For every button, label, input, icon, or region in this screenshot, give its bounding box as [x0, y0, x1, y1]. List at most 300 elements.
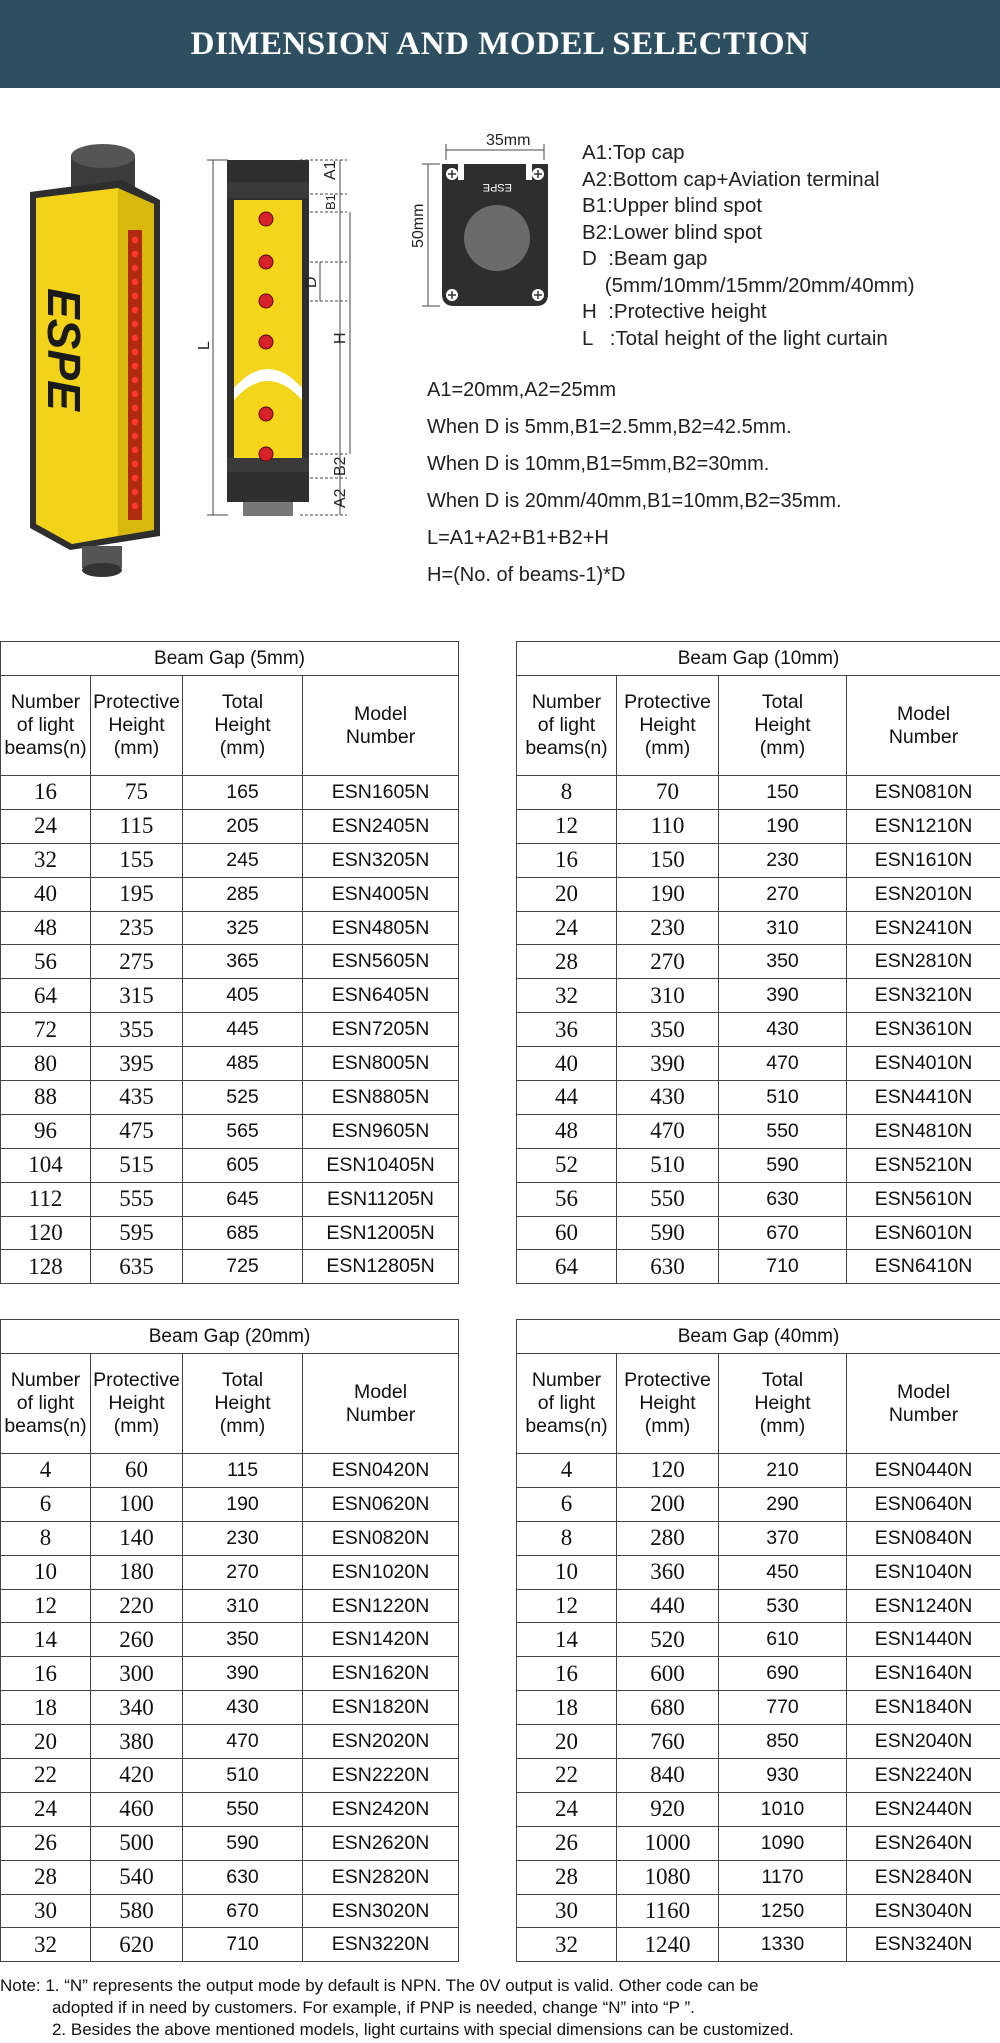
legend-item: L :Total height of the light curtain	[582, 326, 888, 350]
cell-beams: 80	[1, 1047, 91, 1081]
cell-model-number: ESN10405N	[303, 1148, 459, 1182]
brand-logo: ESPE	[38, 288, 90, 411]
cell-beams: 10	[517, 1555, 617, 1589]
table-row	[517, 1250, 1000, 1284]
cap-brand: ESPE	[482, 181, 512, 193]
column-header-beams	[517, 676, 617, 776]
cell-total-height: 1170	[719, 1860, 847, 1894]
cell-total-height: 190	[183, 1487, 303, 1521]
table-row	[517, 776, 1000, 810]
cell-total-height: 430	[719, 1013, 847, 1047]
cell-total-height: 605	[183, 1148, 303, 1182]
cell-total-height: 115	[183, 1454, 303, 1488]
side-drawing	[196, 160, 350, 516]
cell-total-height: 590	[719, 1148, 847, 1182]
cell-total-height: 290	[719, 1487, 847, 1521]
table-row	[517, 1454, 1000, 1488]
cell-beams: 28	[517, 1860, 617, 1894]
table-row	[517, 1589, 1000, 1623]
cell-model-number: ESN3205N	[303, 843, 459, 877]
cell-protective-height: 600	[617, 1657, 719, 1691]
cell-model-number: ESN2010N	[847, 877, 1000, 911]
table-row	[1, 776, 459, 810]
cell-total-height: 150	[719, 776, 847, 810]
cell-model-number: ESN2420N	[303, 1792, 459, 1826]
product-render	[30, 144, 160, 577]
column-header-line: Total	[221, 691, 264, 713]
cell-protective-height: 430	[617, 1081, 719, 1115]
cell-beams: 16	[1, 1657, 91, 1691]
dim-label-B2: B2	[332, 456, 349, 476]
cell-model-number: ESN4005N	[303, 877, 459, 911]
cell-protective-height: 260	[91, 1623, 183, 1657]
column-header-line: (mm)	[759, 1415, 806, 1437]
cell-protective-height: 580	[91, 1894, 183, 1928]
table-row	[517, 809, 1000, 843]
cell-model-number: ESN4810N	[847, 1114, 1000, 1148]
cell-protective-height: 270	[617, 945, 719, 979]
cell-total-height: 370	[719, 1521, 847, 1555]
cell-model-number: ESN1420N	[303, 1623, 459, 1657]
cell-beams: 6	[517, 1487, 617, 1521]
column-header-total	[719, 676, 847, 776]
legend-item: A1:Top cap	[582, 141, 685, 164]
table-row	[517, 1826, 1000, 1860]
cell-beams: 32	[517, 979, 617, 1013]
table-row	[517, 1928, 1000, 1962]
cell-beams: 24	[1, 809, 91, 843]
cell-model-number: ESN5605N	[303, 945, 459, 979]
cell-protective-height: 360	[617, 1555, 719, 1589]
table-row	[517, 877, 1000, 911]
column-header-line: of light	[16, 714, 75, 736]
cell-total-height: 710	[719, 1250, 847, 1284]
cell-model-number: ESN12805N	[303, 1250, 459, 1284]
cell-total-height: 445	[183, 1013, 303, 1047]
cell-protective-height: 420	[91, 1759, 183, 1793]
cell-beams: 28	[1, 1860, 91, 1894]
cell-total-height: 390	[719, 979, 847, 1013]
table-row	[517, 1081, 1000, 1115]
table-row	[1, 1623, 459, 1657]
table-row	[1, 1589, 459, 1623]
cell-total-height: 1250	[719, 1894, 847, 1928]
cell-total-height: 1010	[719, 1792, 847, 1826]
cell-model-number: ESN1610N	[847, 843, 1000, 877]
legend-item: H :Protective height	[582, 300, 767, 323]
column-header-line: beams(n)	[525, 1415, 608, 1437]
column-header-line: (mm)	[219, 1415, 266, 1437]
cell-beams: 24	[1, 1792, 91, 1826]
table-row	[517, 1182, 1000, 1216]
cell-protective-height: 475	[91, 1114, 183, 1148]
cell-beams: 24	[517, 911, 617, 945]
cell-model-number: ESN2240N	[847, 1759, 1000, 1793]
column-header-model	[847, 1354, 1000, 1454]
column-header-line: beams(n)	[4, 1415, 87, 1437]
cell-beams: 28	[517, 945, 617, 979]
column-header-line: Height	[639, 1392, 696, 1414]
cell-total-height: 690	[719, 1657, 847, 1691]
cell-beams: 14	[517, 1623, 617, 1657]
cell-model-number: ESN2220N	[303, 1759, 459, 1793]
cell-beams: 22	[517, 1759, 617, 1793]
table-row	[517, 1047, 1000, 1081]
note-line: Note: 1. “N” represents the output mode by default is NPN. The 0V output is valid. Other code can be	[0, 1976, 759, 1995]
spec-table	[0, 1319, 459, 1962]
cell-protective-height: 100	[91, 1487, 183, 1521]
cell-protective-height: 470	[617, 1114, 719, 1148]
cell-total-height: 1330	[719, 1928, 847, 1962]
cell-beams: 16	[517, 1657, 617, 1691]
table-row	[517, 1521, 1000, 1555]
cell-protective-height: 155	[91, 843, 183, 877]
cell-protective-height: 595	[91, 1216, 183, 1250]
cell-model-number: ESN2840N	[847, 1860, 1000, 1894]
table-row	[517, 1725, 1000, 1759]
cell-protective-height: 70	[617, 776, 719, 810]
cell-beams: 32	[1, 1928, 91, 1962]
table-row	[1, 1521, 459, 1555]
table-row	[1, 1250, 459, 1284]
table-row	[1, 1691, 459, 1725]
cell-protective-height: 340	[91, 1691, 183, 1725]
cell-beams: 96	[1, 1114, 91, 1148]
cell-protective-height: 620	[91, 1928, 183, 1962]
cell-model-number: ESN3020N	[303, 1894, 459, 1928]
column-header-line: (mm)	[113, 737, 160, 759]
cell-beams: 18	[517, 1691, 617, 1725]
column-header-line: Model	[353, 702, 408, 725]
table-row	[517, 1013, 1000, 1047]
formula-line: A1=20mm,A2=25mm	[427, 379, 616, 401]
spec-table	[516, 1319, 1000, 1962]
table-row	[517, 979, 1000, 1013]
cell-total-height: 610	[719, 1623, 847, 1657]
column-header-line: beams(n)	[4, 737, 87, 759]
cell-total-height: 230	[719, 843, 847, 877]
cell-protective-height: 310	[617, 979, 719, 1013]
cell-protective-height: 550	[617, 1182, 719, 1216]
table-row	[517, 1691, 1000, 1725]
cell-model-number: ESN1240N	[847, 1589, 1000, 1623]
cell-model-number: ESN4010N	[847, 1047, 1000, 1081]
cell-protective-height: 590	[617, 1216, 719, 1250]
table-title: Beam Gap (40mm)	[517, 1320, 1000, 1354]
note-line: 2. Besides the above mentioned models, light curtains with special dimensions can be customized.	[0, 2020, 794, 2039]
cell-beams: 24	[517, 1792, 617, 1826]
cell-model-number: ESN3040N	[847, 1894, 1000, 1928]
legend-item: D :Beam gap	[582, 247, 708, 270]
table-row	[1, 1725, 459, 1759]
table-row	[1, 1047, 459, 1081]
cell-model-number: ESN0420N	[303, 1454, 459, 1488]
cell-beams: 112	[1, 1182, 91, 1216]
cell-model-number: ESN3240N	[847, 1928, 1000, 1962]
cell-total-height: 630	[719, 1182, 847, 1216]
column-header-line: Height	[639, 714, 696, 736]
table-row	[1, 1860, 459, 1894]
formulas	[427, 372, 842, 594]
cell-beams: 14	[1, 1623, 91, 1657]
column-header-model	[847, 676, 1000, 776]
cell-total-height: 350	[719, 945, 847, 979]
cell-protective-height: 1240	[617, 1928, 719, 1962]
cell-beams: 48	[1, 911, 91, 945]
cell-protective-height: 150	[617, 843, 719, 877]
cell-protective-height: 230	[617, 911, 719, 945]
cell-protective-height: 520	[617, 1623, 719, 1657]
cell-total-height: 310	[719, 911, 847, 945]
cell-model-number: ESN0820N	[303, 1521, 459, 1555]
cell-total-height: 230	[183, 1521, 303, 1555]
column-header-line: Number	[888, 1403, 959, 1426]
cell-total-height: 630	[183, 1860, 303, 1894]
table-title: Beam Gap (20mm)	[1, 1320, 459, 1354]
column-header-line: (mm)	[759, 737, 806, 759]
dim-label-A1: A1	[322, 160, 339, 180]
column-header-beams	[1, 676, 91, 776]
cell-beams: 10	[1, 1555, 91, 1589]
cell-total-height: 325	[183, 911, 303, 945]
cap-width-label: 35mm	[486, 132, 531, 149]
cell-beams: 4	[1, 1454, 91, 1488]
cell-protective-height: 630	[617, 1250, 719, 1284]
table-row	[1, 1928, 459, 1962]
cell-beams: 8	[517, 1521, 617, 1555]
table-title: Beam Gap (10mm)	[517, 642, 1000, 676]
column-header-line: Model	[896, 1380, 951, 1403]
cell-protective-height: 200	[617, 1487, 719, 1521]
cell-beams: 12	[517, 1589, 617, 1623]
formula-line: When D is 10mm,B1=5mm,B2=30mm.	[427, 453, 770, 475]
cell-total-height: 270	[719, 877, 847, 911]
cell-beams: 32	[1, 843, 91, 877]
column-header-protective	[91, 676, 183, 776]
cell-protective-height: 350	[617, 1013, 719, 1047]
cell-beams: 12	[517, 809, 617, 843]
table-row	[517, 1657, 1000, 1691]
table-row	[517, 1759, 1000, 1793]
spec-table	[0, 641, 459, 1284]
cell-protective-height: 235	[91, 911, 183, 945]
cap-height-label: 50mm	[410, 203, 427, 248]
cell-model-number: ESN4805N	[303, 911, 459, 945]
column-header-model	[303, 676, 459, 776]
cell-total-height: 510	[719, 1081, 847, 1115]
dim-label-D: D	[303, 276, 320, 288]
cell-beams: 88	[1, 1081, 91, 1115]
cell-protective-height: 680	[617, 1691, 719, 1725]
cell-total-height: 470	[719, 1047, 847, 1081]
table-row	[517, 1860, 1000, 1894]
column-header-total	[183, 1354, 303, 1454]
column-header-line: (mm)	[113, 1415, 160, 1437]
cell-beams: 104	[1, 1148, 91, 1182]
cell-beams: 64	[517, 1250, 617, 1284]
table-row	[517, 911, 1000, 945]
cell-protective-height: 115	[91, 809, 183, 843]
cell-model-number: ESN8005N	[303, 1047, 459, 1081]
cell-beams: 22	[1, 1759, 91, 1793]
cap-cross-section	[410, 132, 548, 306]
cell-protective-height: 460	[91, 1792, 183, 1826]
column-header-beams	[1, 1354, 91, 1454]
cell-total-height: 190	[719, 809, 847, 843]
cell-protective-height: 435	[91, 1081, 183, 1115]
cell-protective-height: 300	[91, 1657, 183, 1691]
column-header-line: (mm)	[644, 1415, 691, 1437]
column-header-protective	[617, 1354, 719, 1454]
cell-protective-height: 390	[617, 1047, 719, 1081]
column-header-line: Total	[221, 1369, 264, 1391]
cell-total-height: 390	[183, 1657, 303, 1691]
column-header-line: Protective	[624, 691, 711, 713]
column-header-line: of light	[16, 1392, 75, 1414]
cell-total-height: 670	[183, 1894, 303, 1928]
cell-beams: 32	[517, 1928, 617, 1962]
cell-total-height: 930	[719, 1759, 847, 1793]
table-row	[1, 1216, 459, 1250]
column-header-line: Height	[754, 714, 811, 736]
cell-beams: 12	[1, 1589, 91, 1623]
column-header-total	[719, 1354, 847, 1454]
header-banner	[0, 0, 1000, 88]
table-row	[1, 1894, 459, 1928]
cell-total-height: 450	[719, 1555, 847, 1589]
cell-protective-height: 280	[617, 1521, 719, 1555]
cell-model-number: ESN0810N	[847, 776, 1000, 810]
column-header-line: Height	[108, 714, 165, 736]
column-header-line: Protective	[93, 1369, 180, 1391]
cell-model-number: ESN4410N	[847, 1081, 1000, 1115]
cell-model-number: ESN2020N	[303, 1725, 459, 1759]
table-row	[1, 911, 459, 945]
legend	[582, 140, 915, 352]
cell-total-height: 525	[183, 1081, 303, 1115]
cell-protective-height: 275	[91, 945, 183, 979]
cell-total-height: 245	[183, 843, 303, 877]
cell-protective-height: 140	[91, 1521, 183, 1555]
column-header-line: Number	[345, 725, 416, 748]
formula-line: When D is 20mm/40mm,B1=10mm,B2=35mm.	[427, 490, 842, 512]
cell-total-height: 510	[183, 1759, 303, 1793]
column-header-line: Number	[531, 691, 602, 713]
cell-model-number: ESN3210N	[847, 979, 1000, 1013]
column-header-beams	[517, 1354, 617, 1454]
dim-label-A2: A2	[332, 488, 349, 508]
cell-protective-height: 1000	[617, 1826, 719, 1860]
cell-beams: 44	[517, 1081, 617, 1115]
table-row	[1, 1487, 459, 1521]
table-row	[1, 1182, 459, 1216]
column-header-line: of light	[537, 714, 596, 736]
column-header-line: Height	[214, 714, 271, 736]
cell-model-number: ESN11205N	[303, 1182, 459, 1216]
cell-beams: 36	[517, 1013, 617, 1047]
table-row	[517, 1487, 1000, 1521]
cell-total-height: 210	[719, 1454, 847, 1488]
cell-protective-height: 395	[91, 1047, 183, 1081]
cell-beams: 4	[517, 1454, 617, 1488]
cell-protective-height: 555	[91, 1182, 183, 1216]
table-row	[517, 1894, 1000, 1928]
cell-beams: 64	[1, 979, 91, 1013]
cell-model-number: ESN2820N	[303, 1860, 459, 1894]
table-row	[517, 1555, 1000, 1589]
cell-protective-height: 190	[617, 877, 719, 911]
cell-total-height: 850	[719, 1725, 847, 1759]
cell-beams: 20	[517, 1725, 617, 1759]
cell-model-number: ESN2640N	[847, 1826, 1000, 1860]
cell-total-height: 770	[719, 1691, 847, 1725]
cell-total-height: 670	[719, 1216, 847, 1250]
cell-protective-height: 500	[91, 1826, 183, 1860]
column-header-line: Number	[10, 691, 81, 713]
column-header-line: Protective	[93, 691, 180, 713]
cell-model-number: ESN7205N	[303, 1013, 459, 1047]
table-row	[517, 945, 1000, 979]
cell-protective-height: 195	[91, 877, 183, 911]
cell-beams: 26	[1, 1826, 91, 1860]
cell-protective-height: 760	[617, 1725, 719, 1759]
cell-protective-height: 315	[91, 979, 183, 1013]
table-title: Beam Gap (5mm)	[1, 642, 459, 676]
column-header-line: Height	[108, 1392, 165, 1414]
cell-beams: 56	[517, 1182, 617, 1216]
table-row	[1, 1657, 459, 1691]
column-header-line: (mm)	[219, 737, 266, 759]
cell-beams: 40	[517, 1047, 617, 1081]
column-header-line: Number	[888, 725, 959, 748]
column-header-protective	[91, 1354, 183, 1454]
table-row	[517, 1792, 1000, 1826]
cell-beams: 8	[517, 776, 617, 810]
cell-model-number: ESN0640N	[847, 1487, 1000, 1521]
cell-protective-height: 180	[91, 1555, 183, 1589]
table-row	[517, 1114, 1000, 1148]
legend-item: B2:Lower blind spot	[582, 220, 763, 244]
column-header-line: Model	[896, 702, 951, 725]
cell-model-number: ESN2620N	[303, 1826, 459, 1860]
cell-model-number: ESN6010N	[847, 1216, 1000, 1250]
cell-beams: 128	[1, 1250, 91, 1284]
cell-beams: 72	[1, 1013, 91, 1047]
cell-model-number: ESN1620N	[303, 1657, 459, 1691]
column-header-line: Number	[10, 1369, 81, 1391]
cell-total-height: 350	[183, 1623, 303, 1657]
cell-beams: 16	[517, 843, 617, 877]
cell-model-number: ESN12005N	[303, 1216, 459, 1250]
cell-protective-height: 840	[617, 1759, 719, 1793]
cell-beams: 48	[517, 1114, 617, 1148]
cell-model-number: ESN1220N	[303, 1589, 459, 1623]
cell-model-number: ESN5610N	[847, 1182, 1000, 1216]
cell-total-height: 725	[183, 1250, 303, 1284]
cell-beams: 26	[517, 1826, 617, 1860]
dim-label-B1: B1	[323, 194, 338, 210]
column-header-protective	[617, 676, 719, 776]
table-row	[517, 1623, 1000, 1657]
cell-beams: 120	[1, 1216, 91, 1250]
table-row	[1, 1759, 459, 1793]
cell-total-height: 645	[183, 1182, 303, 1216]
cell-protective-height: 380	[91, 1725, 183, 1759]
cell-beams: 8	[1, 1521, 91, 1555]
cell-model-number: ESN8805N	[303, 1081, 459, 1115]
cell-model-number: ESN1440N	[847, 1623, 1000, 1657]
cell-model-number: ESN2040N	[847, 1725, 1000, 1759]
